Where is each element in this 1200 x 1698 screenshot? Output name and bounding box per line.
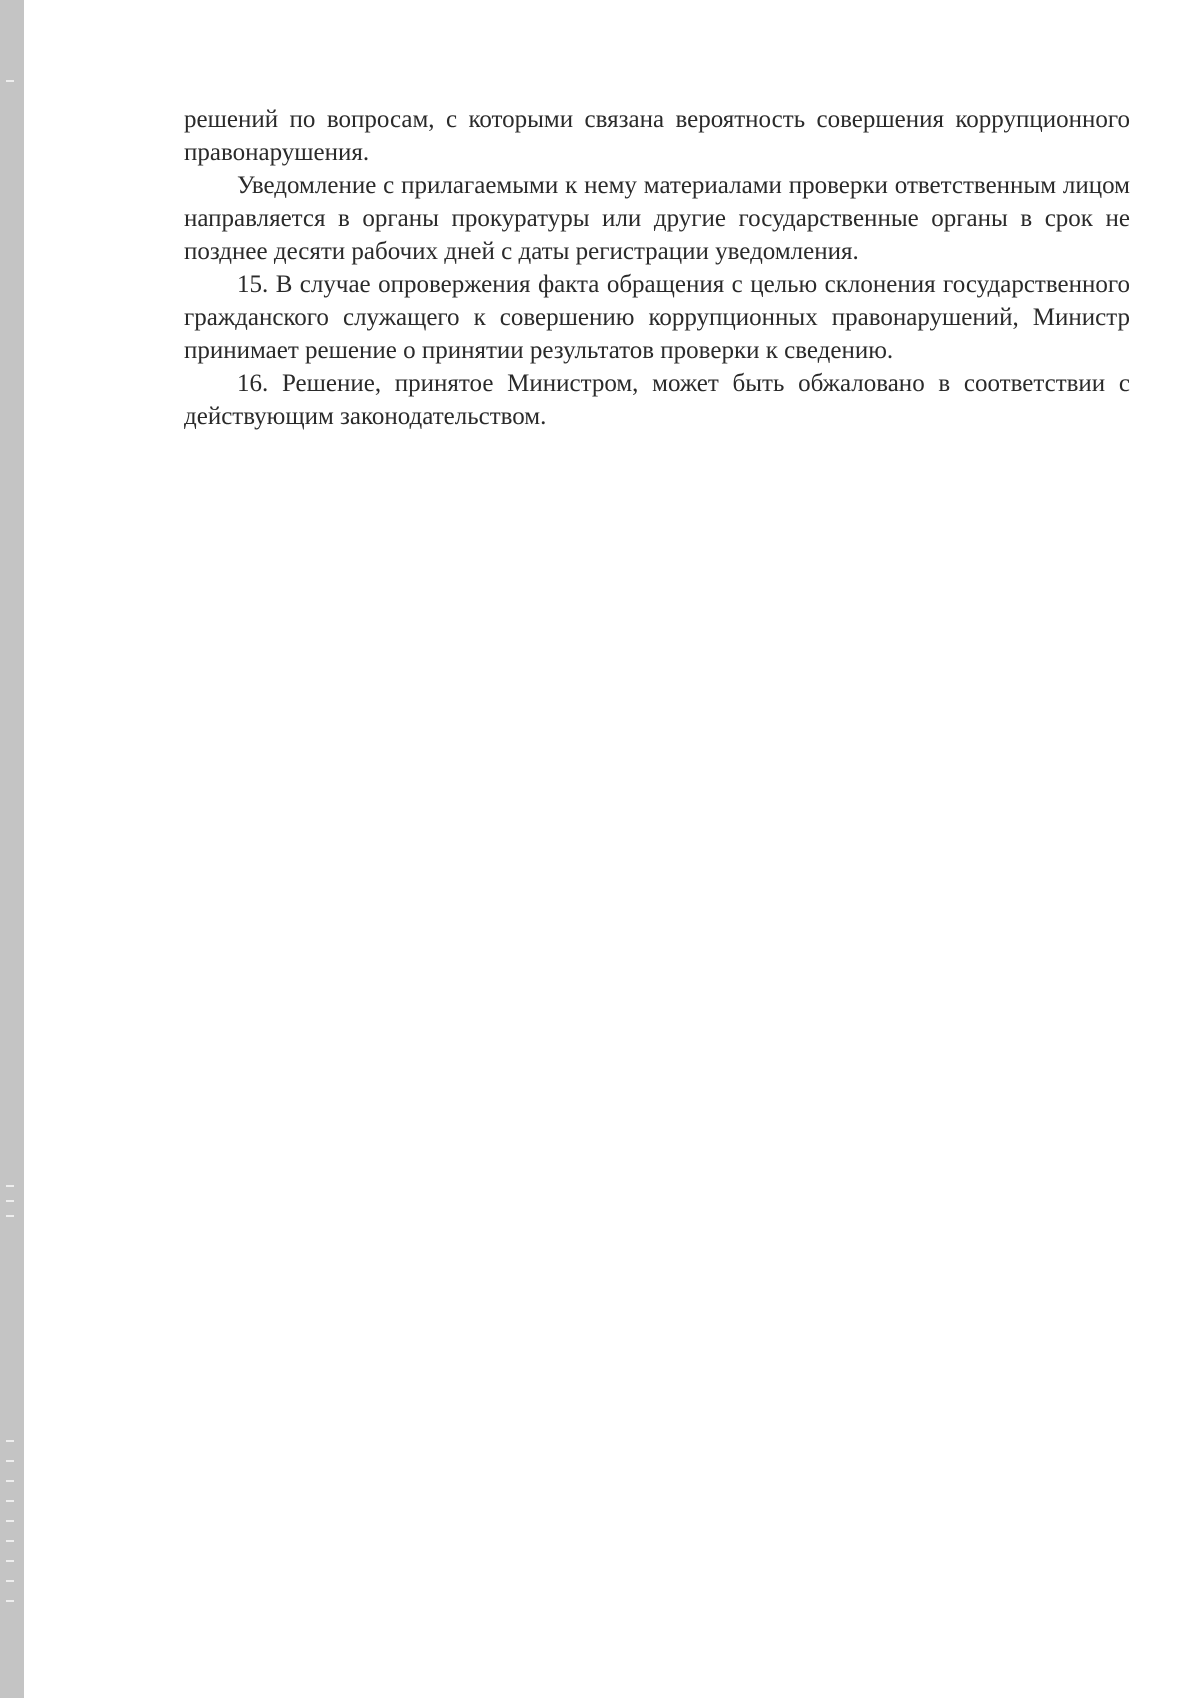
scan-mark: [6, 1560, 14, 1562]
scan-mark: [6, 1215, 14, 1217]
scan-mark: [6, 1540, 14, 1542]
paragraph-clause-16: 16. Решение, принятое Министром, может быть обжаловано в соответствии с действующим законодательством.: [184, 370, 1130, 430]
scan-mark: [6, 1600, 14, 1602]
scan-edge-strip: [0, 0, 24, 1698]
paragraph-clause-15: 15. В случае опровержения факта обращения с целью склонения государственного гражданского служащего к совершению коррупционных правонарушений, Министр принимает решение о принятии результатов проверки к сведению.: [184, 271, 1130, 364]
scan-mark: [6, 1460, 14, 1462]
scan-mark: [6, 1580, 14, 1582]
scan-mark: [6, 80, 14, 82]
scan-mark: [6, 1480, 14, 1482]
scan-mark: [6, 1500, 14, 1502]
scan-mark: [6, 1520, 14, 1522]
document-body: [184, 103, 1130, 433]
scan-mark: [6, 1200, 14, 1202]
paragraph-notification: Уведомление с прилагаемыми к нему материалами проверки ответственным лицом направляется в органы прокуратуры или другие государственные органы в срок не позднее десяти рабочих дней с даты регистрации уведомления.: [184, 172, 1130, 265]
scan-mark: [6, 1440, 14, 1442]
paragraph-continuation: решений по вопросам, с которыми связана вероятность совершения коррупционного правонарушения.: [184, 106, 1130, 166]
scan-mark: [6, 1185, 14, 1187]
